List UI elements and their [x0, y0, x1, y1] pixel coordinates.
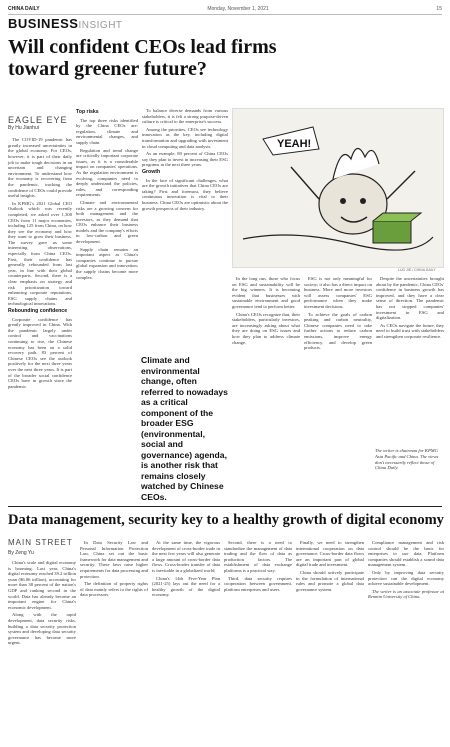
paragraph: Finally, we need to strengthen international cooperation on data governance. Cross-border data flows are an important part of global digital trade and investment.	[296, 540, 364, 568]
paragraph: In Data Security Law and Personal Information Protection Law, China set out the basic framework for data management and security. These laws raise higher requirements for data processing and protection.	[80, 540, 148, 579]
column-kicker: MAIN STREET	[8, 538, 73, 547]
paragraph: Despite the uncertainties brought about by the pandemic, China CEOs' confidence in business growth has improved, and they have a clear sense of direction. The pandemic has not stopped companies' investment in ESG and digitalization.	[376, 276, 444, 321]
subheading: Growth	[142, 168, 161, 175]
page-number: 15	[436, 6, 442, 12]
paragraph: The COVID-19 pandemic has greatly increased uncertainties in the global economy. For CEOs, however, it is part of their daily job to make tough decisions in an uncertain and changing environment. To understand how the economy is recovering from the pandemic, tracking the confidence of CEOs could provide useful insights.	[8, 137, 72, 199]
paragraph: Supply chain remains an important aspect as China's companies continue to pursue global expansion and innovation; the supply chains become more complex.	[76, 246, 138, 280]
pull-quote: Climate and environmental change, often referred to nowadays as a critical component of the broader ESG (environmental, social and governance) agenda, is another risk that remains closely watched by Chinese CEOs.	[141, 355, 228, 502]
paragraph: Corporate confidence has greatly improved in China. With the pandemic largely under control and vaccinations continuing to rise, the Chinese economy has been on a solid recovery path. 83 percent of Chinese CEOs see the outlook positively for the next three years over the next three years. It is part of the broader social confidence CEOs have in growth since the pandemic.	[8, 316, 72, 389]
paragraph: The top three risks identified by the China CEOs are: regulation, climate and environmental changes, and supply chain.	[76, 117, 138, 145]
subheading: Top risks	[76, 109, 99, 115]
top-article-col1-cont	[8, 390, 72, 502]
bottom-article-col4	[224, 540, 292, 742]
paragraph: China's scale and digital economy is booming. Last year, China's digital economy reached 39.2 trillion yuan ($6.06 trillion), accounting for more than 38 percent of the nation's GDP and ranking second in the world. Data has already become an important engine for China's economic development.	[8, 560, 76, 610]
section-title-light: INSIGHT	[78, 20, 123, 31]
paragraph: Among the priorities, CEOs see technology innovation as the key, including digital transformation and upgrading with investment in cloud computing and data analysis.	[142, 126, 228, 149]
top-article-col1	[8, 115, 72, 391]
paragraph: In the long run, those who focus on ESG and sustainability will be the big winners. It is becoming evident that businesses with sustainable environment and good governance tend to perform better.	[232, 276, 300, 309]
top-headline: Will confident CEOs lead firms toward greener future?	[8, 36, 277, 80]
section-title	[8, 16, 123, 31]
bottom-article-col5	[296, 540, 364, 742]
top-article-col3	[142, 108, 228, 352]
top-article-col6	[376, 276, 444, 444]
illustration	[232, 108, 444, 268]
illustration-speech-text: YEAH!	[277, 138, 312, 150]
paragraph: Third, data security requires cooperation between government, platform enterprises and users.	[224, 575, 292, 592]
paragraph: In the face of significant challenges, what are the growth initiatives that China CEOs are taking? First and foremost, they believe continuous innovation is vital to their business. China CEOs are optimistic about the growth prospects of their industry.	[142, 177, 228, 211]
paragraph: Only by improving data security protection can the digital economy achieve sustainable development.	[368, 569, 444, 587]
paragraph: Compliance management and risk control should be the basis for enterprises to use data. Platform companies should establish a sound data management system.	[368, 540, 444, 568]
byline: By Hu Jianhui	[8, 124, 39, 131]
page-date: Monday, November 1, 2021	[207, 6, 269, 12]
top-article-col4	[232, 276, 300, 502]
bottom-article-col1	[8, 560, 76, 742]
paragraph: Regulation and trend change are critically important corporate issues, as it is a considerable impact on companies' operations. As the regulation environment is evolving, companies need to deeply understand the policies, rules, and corresponding requirements.	[76, 147, 138, 198]
bottom-headline: Data management, security key to a healthy growth of digital economy	[8, 512, 444, 528]
bottom-article-col3	[152, 540, 220, 742]
paragraph: As an example, 80 percent of China CEOs say they plan to invest in increasing their ESG programs in the next three years.	[142, 151, 228, 168]
paragraph: Climate and environmental risks are a growing concern for both management and the investors, as they demand that CEOs enhance their business models and the company's efforts in low-carbon and green development.	[76, 199, 138, 245]
page-header	[8, 4, 442, 15]
illustration-drawing	[233, 109, 443, 267]
author-note: The writer is an associate professor at Renmin University of China.	[368, 588, 444, 600]
paragraph: Along with the rapid development, data security risks, building a data security protection system and developing data security governance has become more urgent.	[8, 612, 76, 646]
bottom-article-col6	[368, 540, 444, 742]
paragraph: ESG is not only meaningful for society; it also has a direct impact on business. More and more investors will assess companies' ESG performance when they make investment decisions.	[304, 276, 372, 309]
paragraph: The definition of property rights of data mainly refers to the rights of data processors.	[80, 581, 148, 598]
author-note: The writer is chairman for KPMG Asia Pacific and China. The views don't necessarily reflect those of China Daily.	[375, 448, 439, 471]
paragraph: China's CEOs recognize that, their stakeholders, particularly investors, are increasingly asking about what they are doing on ESG issues and how they plan to address climate change.	[232, 311, 300, 345]
top-article-col2	[76, 108, 138, 282]
masthead-brand: CHINA DAILY	[8, 6, 40, 12]
paragraph: At the same time, the vigorous development of cross-border trade in the next few years will also generate a large amount of cross-border data flows. Cross-border transfer of data is inevitable in a globalized world.	[152, 540, 220, 573]
section-title-bold: BUSINESS	[8, 16, 79, 31]
paragraph: To balance diverse demands from various stakeholders, it is felt a strong purpose-driven culture is critical to the enterprise's success.	[142, 108, 228, 125]
paragraph: In KPMG's 2021 Global CEO Outlook which was recently completed, we asked over 1,300 CEOs from 11 major economies, including 125 from China, on how they see the economy and how they want to grow their business. The survey gave us some interesting observations, especially from China CEOs. First, their confidence has generally rebounded from last year, in line with their global counterparts. Second, there is a clear emphasis on strategy and risk prioritization toward enhancing corporate reputations, ESG supply chains and technological innovations.	[8, 200, 72, 307]
paragraph: China's 14th Five-Year Plan (2021-25) lays out the need for a healthy growth of the digital economy.	[152, 575, 220, 598]
paragraph: To achieve the goals of carbon peaking and carbon neutrality, Chinese companies need to take further actions to reduce carbon emissions, improve energy efficiency, and develop green products.	[304, 311, 372, 351]
byline: By Zeng Yu	[8, 550, 34, 556]
column-kicker: EAGLE EYE	[8, 115, 68, 125]
paragraph: Second, there is a need to standardize the management of data trading and the flow of data as production factors. The establishment of data exchange platforms is a practical way.	[224, 540, 292, 573]
illustration-caption: LUO JIE / CHINA DAILY	[398, 268, 436, 272]
bottom-article-col2	[80, 540, 148, 742]
subheading: Rebounding confidence	[8, 308, 68, 314]
divider	[8, 506, 442, 507]
paragraph: China should actively participate in the formulation of international rules and promote a global data governance system.	[296, 569, 364, 592]
paragraph: As CEOs navigate the future, they need to build trust with stakeholders and strengthen corporate resilience.	[376, 322, 444, 339]
top-article-col5	[304, 276, 372, 502]
